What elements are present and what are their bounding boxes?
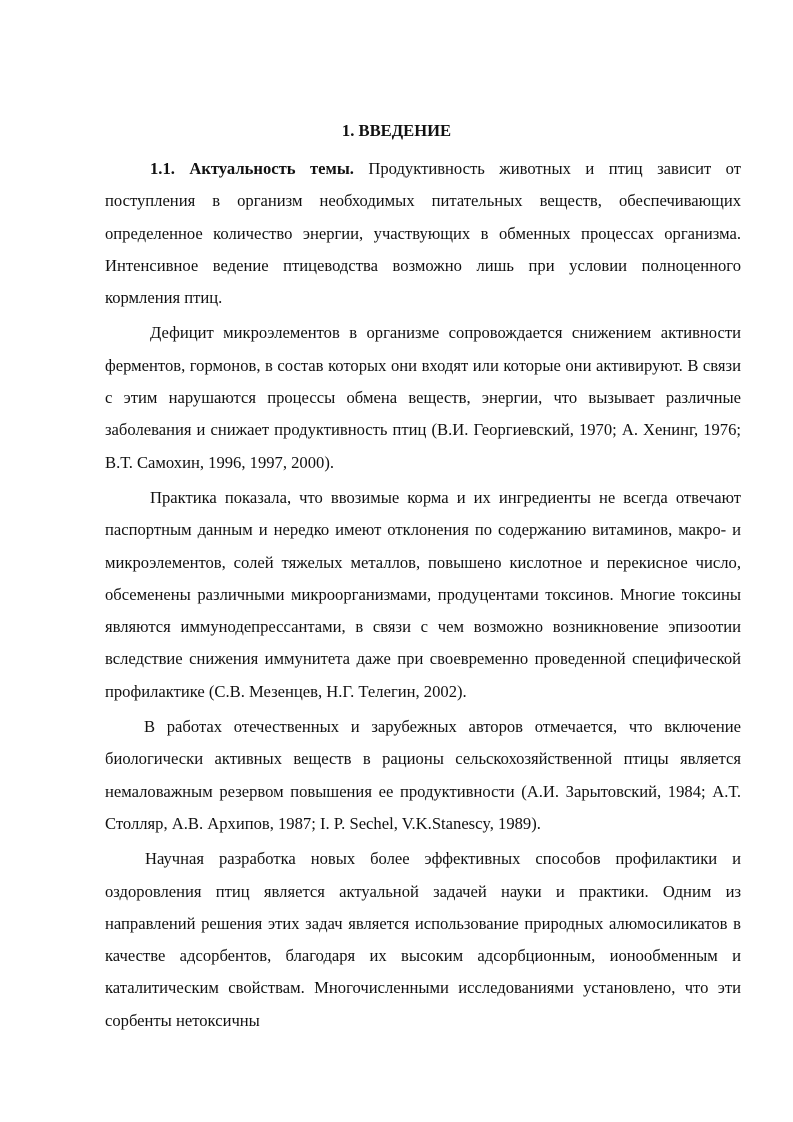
subsection-title: 1.1. Актуальность темы. — [150, 159, 354, 178]
paragraph: Научная разработка новых более эффективных способов профилактики и оздоровления птиц является актуальной задачей науки и практики. Одним из направлений решения этих задач является использование природных алюмосиликатов в качестве адсорбентов, благодаря их высоким адсорбционным, ионообменным и каталитическим свойствам. Многочисленными исследованиями установлено, что эти сорбенты нетоксичны — [105, 849, 741, 1030]
body-text — [105, 153, 741, 1037]
paragraph: В работах отечественных и зарубежных авторов отмечается, что включение биологически активных веществ в рационы сельскохозяйственной птицы является немаловажным резервом повышения ее продуктивности (А.И. Зарытовский, 1984; А.Т. Столляр, А.В. Архипов, 1987; I. P. Sechel, V.K.Stanescy, 1989). — [105, 717, 741, 833]
subsection-text: Продуктивность животных и птиц зависит от поступления в организм необходимых питательных веществ, обеспечивающих определенное количество энергии, участвующих в обменных процессах организма. Интенсивное ведение птицеводства возможно лишь при условии полноценного кормления птиц. — [105, 159, 741, 308]
paragraph: Практика показала, что ввозимые корма и их ингредиенты не всегда отвечают паспортным данным и нередко имеют отклонения по содержанию витаминов, макро- и микроэлементов, солей тяжелых металлов, повышено кислотное и перекисное число, обсеменены различными микроорганизмами, продуцентами токсинов. Многие токсины являются иммунодепрессантами, в связи с чем возможно возникновение эпизоотии вследствие снижения иммунитета даже при своевременно проведенной специфической профилактике (С.В. Мезенцев, Н.Г. Телегин, 2002). — [105, 487, 741, 701]
section-heading: 1. ВВЕДЕНИЕ — [341, 121, 452, 140]
paragraph-relevance — [105, 153, 741, 314]
paragraph: Дефицит микроэлементов в организме сопровождается снижением активности ферментов, гормонов, в состав которых они входят или которые они активируют. В связи с этим нарушаются процессы обмена веществ, энергии, что вызывает различные заболевания и снижает продуктивность птиц (В.И. Георгиевский, 1970; А. Хенинг, 1976; В.Т. Самохин, 1996, 1997, 2000). — [105, 323, 741, 472]
